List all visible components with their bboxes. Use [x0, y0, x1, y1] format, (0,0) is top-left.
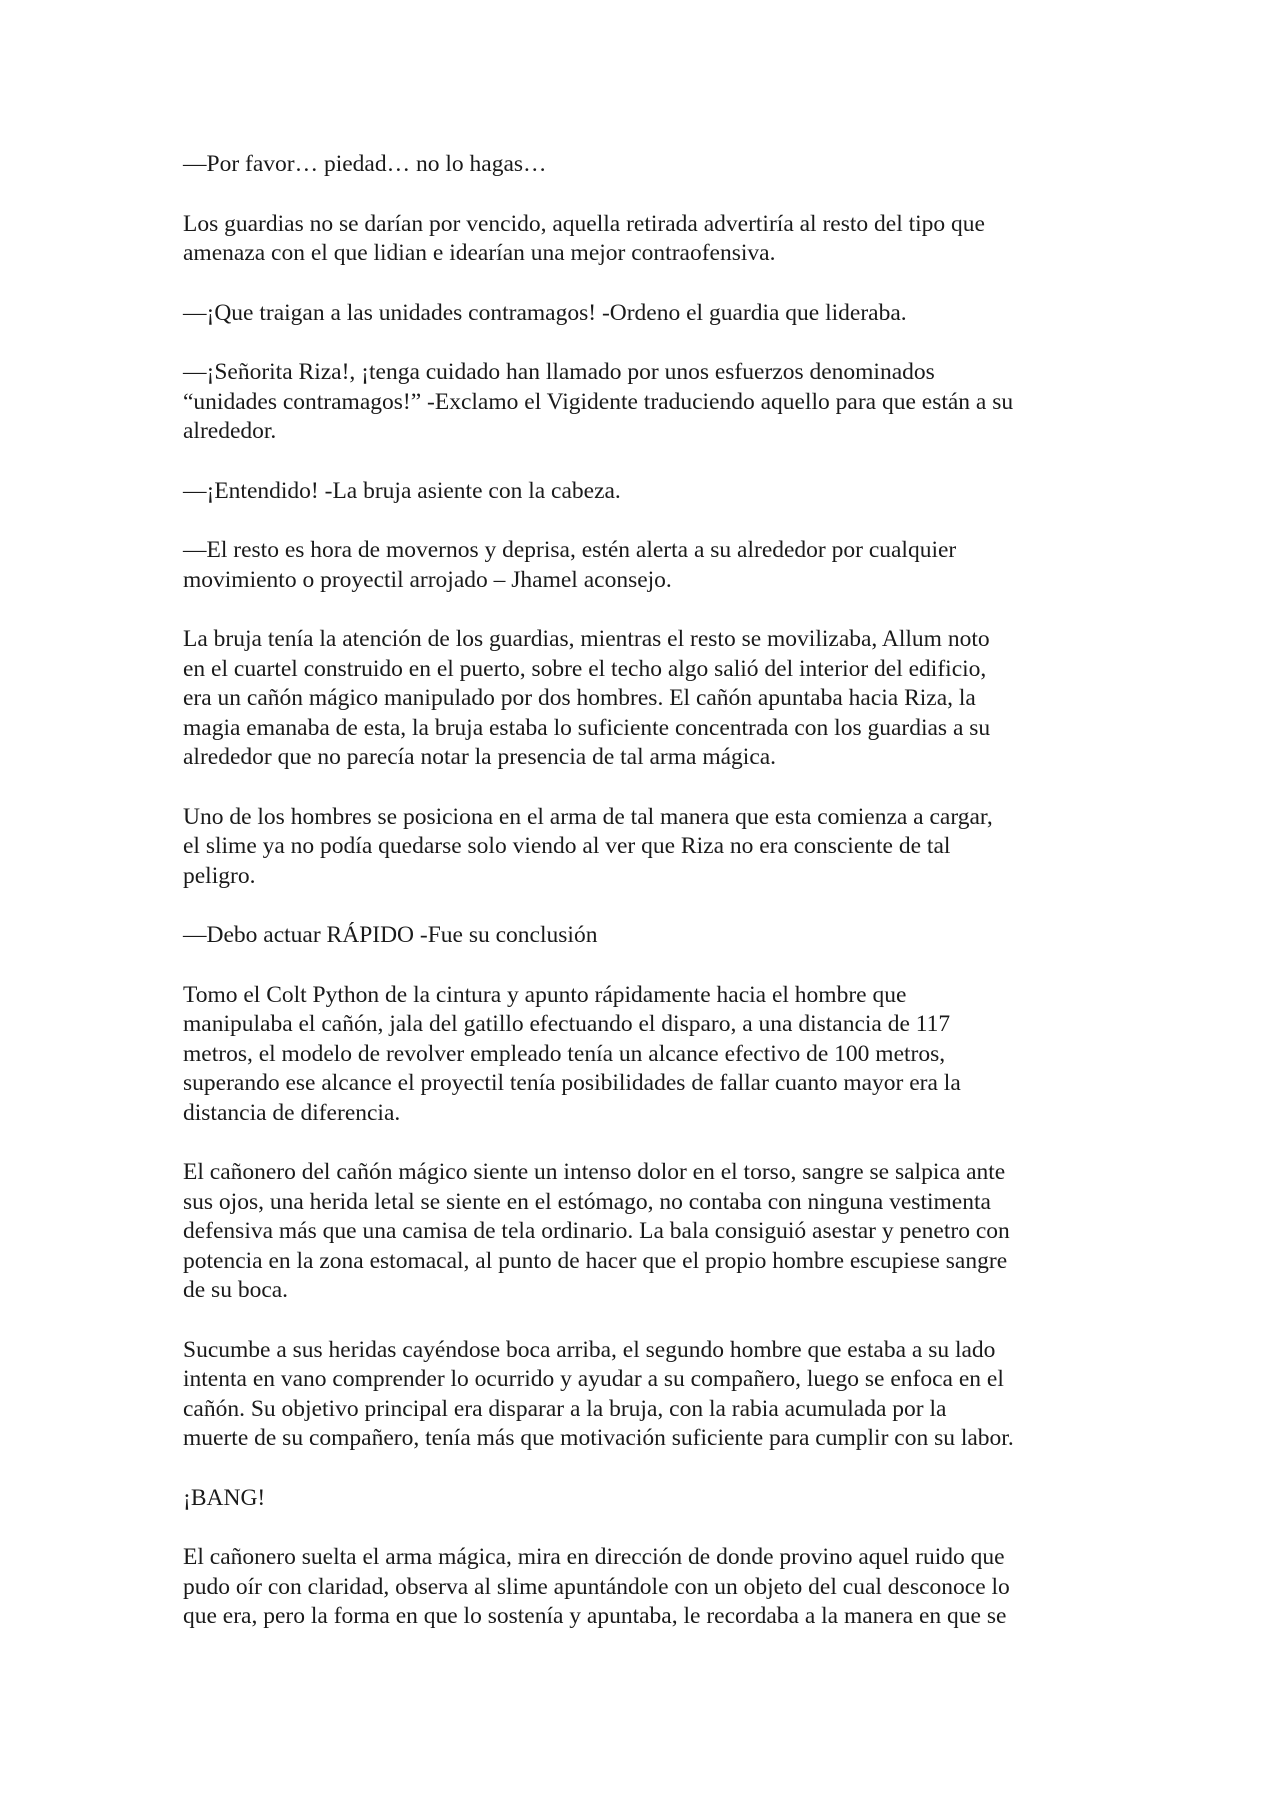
text-line: Sucumbe a sus heridas cayéndose boca arriba, el segundo hombre que estaba a su lado — [183, 1336, 996, 1363]
text-line: sus ojos, una herida letal se siente en el estómago, no contaba con ninguna vestimenta — [183, 1188, 991, 1215]
text-line: de su boca. — [183, 1277, 289, 1303]
text-line: movimiento o proyectil arrojado – Jhamel aconsejo. — [183, 566, 672, 593]
text-line: Los guardias no se darían por vencido, aquella retirada advertiría al resto del tipo que — [183, 210, 985, 237]
text-line: superando ese alcance el proyectil tenía posibilidades de fallar cuanto mayor era la — [183, 1070, 961, 1096]
text-line: cañón. Su objetivo principal era disparar a la bruja, con la rabia acumulada por la — [183, 1395, 947, 1422]
text-line: ¡BANG! — [183, 1484, 266, 1511]
text-line: Uno de los hombres se posiciona en el arma de tal manera que esta comienza a cargar, — [183, 803, 993, 830]
text-line: era un cañón mágico manipulado por dos hombres. El cañón apuntaba hacia Riza, la — [183, 685, 976, 711]
text-line: —Por favor… piedad… no lo hagas… — [183, 151, 547, 177]
paragraph — [183, 536, 1113, 595]
text-line: —¡Señorita Riza!, ¡tenga cuidado han llamado por unos esfuerzos denominados — [183, 359, 935, 385]
paragraph — [183, 299, 1113, 329]
text-line: alrededor. — [183, 418, 277, 444]
paragraph — [183, 150, 1113, 180]
paragraph — [183, 1543, 1113, 1632]
text-line: que era, pero la forma en que lo sostenía y apuntaba, le recordaba a la manera en que se — [183, 1603, 1007, 1629]
paragraph — [183, 1484, 1113, 1514]
text-line: El cañonero suelta el arma mágica, mira en dirección de donde provino aquel ruido que — [183, 1544, 1005, 1570]
text-line: El cañonero del cañón mágico siente un intenso dolor en el torso, sangre se salpica ante — [183, 1159, 1006, 1185]
text-line: intenta en vano comprender lo ocurrido y ayudar a su compañero, luego se enfoca en el — [183, 1366, 1004, 1392]
text-line: distancia de diferencia. — [183, 1099, 401, 1126]
text-line: —¡Entendido! -La bruja asiente con la cabeza. — [183, 477, 621, 504]
paragraph — [183, 981, 1113, 1129]
text-line: metros, el modelo de revolver empleado tenía un alcance efectivo de 100 metros, — [183, 1040, 946, 1067]
document-page — [183, 150, 1113, 1662]
paragraph — [183, 1336, 1113, 1454]
paragraph — [183, 803, 1113, 892]
text-line: alrededor que no parecía notar la presencia de tal arma mágica. — [183, 744, 777, 770]
text-line: en el cuartel construido en el puerto, sobre el techo algo salió del interior del edificio, — [183, 655, 987, 682]
paragraph — [183, 625, 1113, 773]
text-line: La bruja tenía la atención de los guardias, mientras el resto se movilizaba, Allum noto — [183, 626, 990, 652]
text-line: pudo oír con claridad, observa al slime apuntándole con un objeto del cual desconoce lo — [183, 1573, 1010, 1600]
paragraph — [183, 477, 1113, 507]
text-line: —El resto es hora de movernos y deprisa, estén alerta a su alrededor por cualquier — [183, 537, 957, 563]
text-line: —¡Que traigan a las unidades contramagos! -Ordeno el guardia que lideraba. — [183, 299, 907, 326]
text-line: el slime ya no podía quedarse solo viendo al ver que Riza no era consciente de tal — [183, 833, 951, 859]
paragraph — [183, 1158, 1113, 1306]
text-line: defensiva más que una camisa de tela ordinario. La bala consiguió asestar y penetro con — [183, 1218, 1010, 1244]
text-line: —Debo actuar RÁPIDO -Fue su conclusión — [183, 922, 598, 948]
text-line: manipulaba el cañón, jala del gatillo efectuando el disparo, a una distancia de 117 — [183, 1011, 951, 1037]
paragraph — [183, 921, 1113, 951]
text-line: amenaza con el que lidian e idearían una mejor contraofensiva. — [183, 240, 776, 266]
text-line: Tomo el Colt Python de la cintura y apunto rápidamente hacia el hombre que — [183, 981, 907, 1008]
text-line: potencia en la zona estomacal, al punto de hacer que el propio hombre escupiese sangre — [183, 1247, 1008, 1274]
text-line: “unidades contramagos!” -Exclamo el Vigidente traduciendo aquello para que están a su — [183, 388, 1014, 415]
paragraph — [183, 358, 1113, 447]
text-line: magia emanaba de esta, la bruja estaba lo suficiente concentrada con los guardias a su — [183, 714, 991, 741]
text-line: peligro. — [183, 862, 256, 889]
text-line: muerte de su compañero, tenía más que motivación suficiente para cumplir con su labor. — [183, 1425, 1014, 1451]
paragraph — [183, 210, 1113, 269]
